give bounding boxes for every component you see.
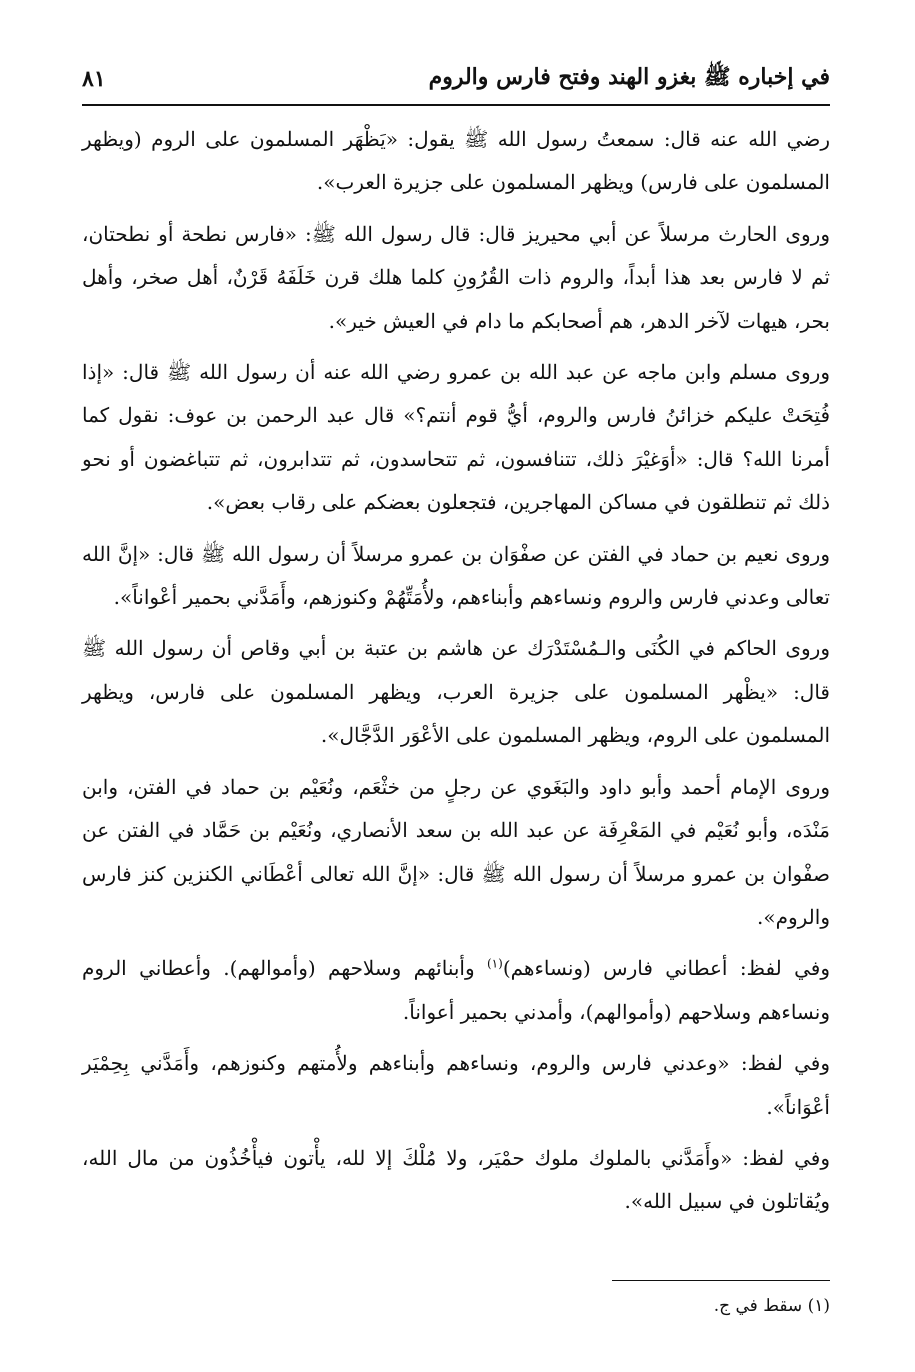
paragraph-text: وأبنائهم وسلاحهم (وأموالهم). وأعطاني الروم ونساءهم وسلاحهم (وأموالهم)، وأمدني بحمير أعواناً. bbox=[82, 956, 830, 1024]
page-number: ٨١ bbox=[82, 66, 106, 92]
paragraph-with-footnote bbox=[82, 947, 830, 1034]
main-text bbox=[82, 118, 830, 1232]
paragraph: وروى الإمام أحمد وأبو داود والبَغَوي عن رجلٍ من خثْعَم، ونُعَيْم بن حماد في الفتن، وابن مَنْدَه، وأبو نُعَيْم في المَعْرِفَة عن عبد الله بن سعد الأنصاري، ونُعَيْم بن حَمَّاد في الفتن عن صفْوان بن عمرو مرسلاً أن رسول الله ﷺ قال: «إنَّ الله تعالى أعْطَاني الكنزين كنز فارس والروم». bbox=[82, 774, 830, 929]
paragraph: وفي لفظ: «وعدني فارس والروم، ونساءهم وأبناءهم ولأُمتهم وكنوزهم، وأَمَدَّني بِحِمْيَر أعْوَاناً». bbox=[82, 1051, 830, 1119]
paragraph: وروى نعيم بن حماد في الفتن عن صفْوَان بن عمرو مرسلاً أن رسول الله ﷺ قال: «إنَّ الله تعالى وعدني فارس والروم ونساءهم وأبناءهم، ولأُمَتِّهُمْ وكنوزهم، وأَمَدَّني بحمير أعْواناً». bbox=[82, 541, 830, 610]
footnote: (١) سقط في ج. bbox=[713, 1296, 830, 1316]
footnote-marker[interactable]: (١) bbox=[486, 956, 503, 971]
paragraph: وروى مسلم وابن ماجه عن عبد الله بن عمرو رضي الله عنه أن رسول الله ﷺ قال: «إذا فُتِحَتْ عليكم خزائنُ فارس والروم، أيُّ قوم أنتم؟» قال عبد الرحمن بن عوف: نقول كما أمرنا الله؟ قال: «أوَغيْرَ ذلك، تتنافسون، ثم تتحاسدون، ثم تتدابرون، ثم تتباغضون أو نحو ذلك ثم تنطلقون في مساكن المهاجرين، فتجعلون بعضكم على رقاب بعض». bbox=[82, 360, 830, 515]
paragraph: وفي لفظ: «وأَمَدَّني بالملوك ملوك حمْيَر، ولا مُلْكَ إلا لله، يأْتون فيأْخُذُون من مال الله، ويُقاتلون في سبيل الله». bbox=[82, 1145, 830, 1214]
header-rule bbox=[82, 104, 830, 106]
footnote-rule bbox=[612, 1280, 830, 1281]
paragraph: وروى الحارث مرسلاً عن أبي محيريز قال: قال رسول الله ﷺ: «فارس نطحة أو نطحتان، ثم لا فارس بعد هذا أبداً، والروم ذات القُرُونِ كلما هلك قرن خَلَفَهُ قَرْنٌ، أهل صخر، وأهل بحر، هيهات لآخر الدهر، هم أصحابكم ما دام في العيش خير». bbox=[82, 221, 830, 333]
header-title: في إخباره ﷺ بغزو الهند وفتح فارس والروم bbox=[428, 64, 830, 90]
paragraph-text: وفي لفظ: أعطاني فارس (ونساءهم) bbox=[502, 956, 830, 981]
paragraph: رضي الله عنه قال: سمعتُ رسول الله ﷺ يقول: «يَظْهَر المسلمون على الروم (ويظهر المسلمون على فارس) ويظهر المسلمون على جزيرة العرب». bbox=[82, 127, 830, 195]
paragraph: وروى الحاكم في الكُنَى والـمُسْتَدْرَك عن هاشم بن عتبة بن أبي وقاص أن رسول الله ﷺ قال: «يظْهر المسلمون على جزيرة العرب، ويظهر المسلمون على فارس، ويظهر المسلمون على الروم، ويظهر المسلمون على الأعْوَر الدَّجَّال». bbox=[82, 636, 830, 748]
running-header bbox=[82, 58, 830, 100]
